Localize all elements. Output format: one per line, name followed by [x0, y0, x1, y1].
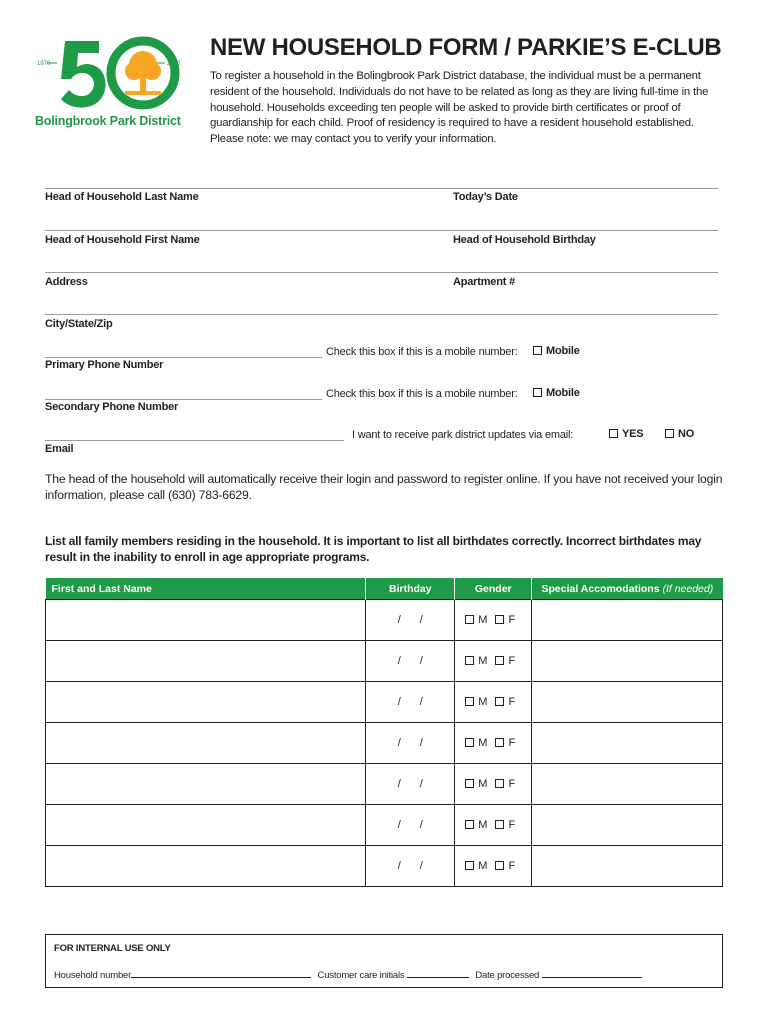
male-label: M — [478, 819, 488, 831]
birthday-label: Head of Household Birthday — [453, 234, 596, 246]
special-header-note: (If needed) — [662, 582, 714, 595]
male-checkbox[interactable] — [465, 820, 474, 829]
member-gender-cell — [455, 723, 532, 764]
member-special-cell[interactable] — [532, 723, 723, 764]
member-name-cell[interactable] — [46, 641, 366, 682]
member-name-cell[interactable] — [46, 723, 366, 764]
member-gender-cell — [455, 805, 532, 846]
member-name-cell[interactable] — [46, 846, 366, 887]
male-checkbox[interactable] — [465, 779, 474, 788]
member-name-cell[interactable] — [46, 682, 366, 723]
member-birthday-cell[interactable]: / / — [366, 641, 455, 682]
female-label: F — [508, 614, 516, 626]
male-label: M — [478, 696, 488, 708]
members-note: List all family members residing in the household. It is important to list all birthdates correctly. Incorrect birthdates may result in the inability to enroll in age appropriate programs. — [45, 534, 702, 564]
date-processed-field[interactable] — [542, 968, 642, 978]
member-special-cell[interactable] — [532, 641, 723, 682]
intro-text: To register a household in the Bolingbrook Park District database, the individual must be a permanent resident of the household. Individuals do not have to be related as long as they are living full-time in the household. Households exceeding ten people will be asked to provide birth certificates or proof of guardianship for each child. Proof of residency is required to have a resident household established. Please note: we may contact you to verify your information. — [210, 70, 709, 146]
member-name-cell[interactable] — [46, 805, 366, 846]
internal-heading: FOR INTERNAL USE ONLY — [54, 943, 171, 954]
table-row — [46, 723, 723, 764]
member-gender-cell — [455, 764, 532, 805]
gender-column-header: Gender — [455, 578, 532, 600]
member-gender-cell — [455, 600, 532, 641]
org-name: Bolingbrook Park District — [35, 114, 181, 128]
last-name-label: Head of Household Last Name — [45, 191, 199, 203]
female-label: F — [508, 696, 516, 708]
updates-prompt: I want to receive park district updates via email: — [352, 429, 574, 441]
member-birthday-cell[interactable]: / / — [366, 846, 455, 887]
female-label: F — [508, 860, 516, 872]
female-checkbox[interactable] — [495, 615, 504, 624]
login-note: The head of the household will automatically receive their login and password to register online. If you have not received your login information, please call (630) 783-6629. — [45, 472, 723, 502]
secondary-phone-line[interactable] — [45, 399, 322, 400]
female-checkbox[interactable] — [495, 861, 504, 870]
table-row — [46, 682, 723, 723]
table-row — [46, 846, 723, 887]
male-checkbox[interactable] — [465, 738, 474, 747]
male-label: M — [478, 860, 488, 872]
address-field[interactable] — [45, 273, 445, 313]
primary-phone-line[interactable] — [45, 357, 322, 358]
male-checkbox[interactable] — [465, 656, 474, 665]
yes-label: YES — [622, 428, 644, 440]
member-birthday-cell[interactable]: / / — [366, 764, 455, 805]
no-checkbox[interactable] — [665, 429, 674, 438]
male-checkbox[interactable] — [465, 615, 474, 624]
form-title: NEW HOUSEHOLD FORM / PARKIE’S E-CLUB — [210, 34, 722, 61]
secondary-mobile-checkbox[interactable] — [533, 388, 542, 397]
date-processed-label: Date processed — [475, 970, 540, 981]
logo-year-start: 1970 — [37, 61, 51, 67]
no-label: NO — [678, 428, 695, 440]
mobile-label: Mobile — [546, 345, 580, 357]
primary-mobile-option[interactable] — [533, 345, 580, 357]
female-label: F — [508, 655, 516, 667]
member-birthday-cell[interactable]: / / — [366, 723, 455, 764]
table-row — [46, 764, 723, 805]
table-row — [46, 600, 723, 641]
table-row — [46, 805, 723, 846]
customer-care-label: Customer care initials — [317, 970, 405, 981]
male-label: M — [478, 655, 488, 667]
male-checkbox[interactable] — [465, 697, 474, 706]
member-gender-cell — [455, 682, 532, 723]
members-table — [45, 578, 723, 887]
birthday-column-header: Birthday — [366, 578, 455, 600]
logo-year-end: 2020 — [167, 61, 181, 67]
table-row — [46, 641, 723, 682]
member-birthday-cell[interactable]: / / — [366, 682, 455, 723]
internal-use-box — [45, 934, 723, 988]
apartment-label: Apartment # — [453, 276, 515, 288]
member-name-cell[interactable] — [46, 600, 366, 641]
member-gender-cell — [455, 641, 532, 682]
mobile-label: Mobile — [546, 387, 580, 399]
customer-care-field[interactable] — [407, 968, 469, 978]
internal-fields-row — [54, 968, 642, 981]
female-checkbox[interactable] — [495, 697, 504, 706]
updates-yes-option[interactable] — [609, 428, 643, 440]
member-special-cell[interactable] — [532, 682, 723, 723]
updates-no-option[interactable] — [665, 428, 694, 440]
apartment-field[interactable] — [453, 273, 718, 313]
address-label: Address — [45, 276, 88, 288]
todays-date-field[interactable] — [453, 189, 718, 229]
first-name-label: Head of Household First Name — [45, 234, 200, 246]
female-label: F — [508, 819, 516, 831]
birthday-field[interactable] — [453, 231, 718, 271]
male-checkbox[interactable] — [465, 861, 474, 870]
member-birthday-cell[interactable]: / / — [366, 600, 455, 641]
member-special-cell[interactable] — [532, 600, 723, 641]
members-table-header — [46, 578, 723, 600]
special-column-header — [532, 578, 723, 600]
member-birthday-cell[interactable]: / / — [366, 805, 455, 846]
secondary-mobile-prompt: Check this box if this is a mobile number: — [326, 388, 518, 400]
yes-checkbox[interactable] — [609, 429, 618, 438]
female-label: F — [508, 737, 516, 749]
female-checkbox[interactable] — [495, 738, 504, 747]
household-number-field[interactable] — [131, 968, 311, 978]
member-special-cell[interactable] — [532, 846, 723, 887]
member-special-cell[interactable] — [532, 764, 723, 805]
member-name-cell[interactable] — [46, 764, 366, 805]
male-label: M — [478, 737, 488, 749]
name-column-header: First and Last Name — [46, 578, 366, 600]
female-checkbox[interactable] — [495, 779, 504, 788]
secondary-mobile-option[interactable] — [533, 387, 580, 399]
member-special-cell[interactable] — [532, 805, 723, 846]
male-label: M — [478, 778, 488, 790]
household-number-label: Household number — [54, 970, 132, 981]
primary-mobile-checkbox[interactable] — [533, 346, 542, 355]
first-name-field[interactable] — [45, 231, 445, 271]
special-header-label: Special Accomodations — [541, 582, 660, 595]
secondary-phone-label: Secondary Phone Number — [45, 401, 179, 413]
todays-date-label: Today’s Date — [453, 191, 518, 203]
primary-phone-label: Primary Phone Number — [45, 359, 164, 371]
email-line[interactable] — [45, 440, 344, 441]
member-gender-cell — [455, 846, 532, 887]
city-state-zip-label: City/State/Zip — [45, 318, 113, 330]
primary-mobile-prompt: Check this box if this is a mobile number: — [326, 346, 518, 358]
female-checkbox[interactable] — [495, 656, 504, 665]
last-name-field[interactable] — [45, 189, 445, 229]
female-label: F — [508, 778, 516, 790]
male-label: M — [478, 614, 488, 626]
female-checkbox[interactable] — [495, 820, 504, 829]
email-label: Email — [45, 443, 74, 455]
